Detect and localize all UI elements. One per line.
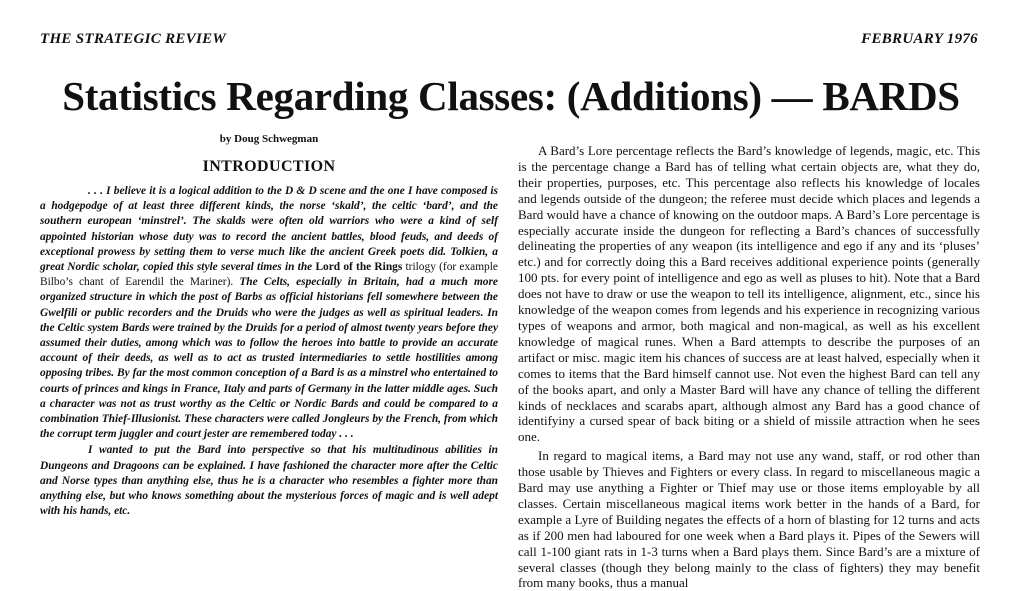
body-paragraph-lore-text: A Bard’s Lore percentage reflects the Bard’s knowledge of legends, magic, etc. This is the percentage change a Bard has of telling what certain objects are, what they do, their properties, purposes, etc. This percentage also reflects his knowledge of locales and legends outside of the dungeon; the referee must decide which places and legends a Bard would have a chance of knowing on the outdoor maps. A Bard’s Lore percentage is especially accurate inside the dungeon for reflecting a Bard’s chances of successfully delineating the properties of any weapon (its intelligence and ego if any and its ‘pluses’ etc.) and for correctly doing this a Bard receives additional experience points (generally 100 pts. for every point of intelligence and ego as well as pluses to hit). Note that a Bard does not have to draw or use the weapon to tell its intelligence, alignment, etc., since his knowledge of the weapon comes from legends and his experience in recognizing various types of weapons and armor, both magical and non-magical, as well as his excellent knowledge of magical runes. When a Bard attempts to describe the purposes of an artifact or misc. magic item his chances of success are at least halved, especially when it comes to items that the Bard himself cannot use. Not even the highest Bard can tell any of the books apart, and only a Master Bard will have any chance of telling the different kinds of necklaces and scarabs apart, although almost any Bard has a good chance of identifyiny a cursed spear of back biting or a shield of missile attraction when he sees one. — [518, 143, 980, 445]
intro-paragraph-2 — [40, 443, 498, 519]
lotr-title: Lord of the Rings — [315, 261, 403, 274]
body-paragraph-lore — [518, 143, 980, 445]
article-title: Statistics Regarding Classes: (Additions) — BARDS — [62, 73, 960, 119]
intro-p1-part-c: The Celts, especially in Britain, had a much more organized structure in which the post of Barbs as official historians fell somewhere between the Gwelfili or public recorders and the Druids who were the judges as well as spiritual leaders. In the Celtic system Bards were trained by the Druids for a period of almost twenty years before they assumed their duties, among which was to follow the heroes into battle to provide an accurate account of their deeds, as well as to act as trusted intermediaries to settle hostilities among opposing tribes. By far the most common conception of a Bard is as a minstrel who entertained to courts of princes and kings in France, Italy and parts of Germany in the latter middle ages. Such a character was not as trust worthy as the Celtic or Nordic Bards and could be compared to a combination Thief-Illusionist. These characters were called Jongleurs by the French, from which the corrupt term juggler and court jester are remembered today . . . — [40, 276, 498, 441]
body-paragraph-magic-items — [518, 448, 980, 591]
body-paragraph-magic-items-text: In regard to magical items, a Bard may not use any wand, staff, or rod other than those usable by Thieves and Fighters or every class. In regard to miscellaneous magic a Bard may use anything a Fighter or Thief may use or those items employable by all classes. Certain miscellaneous magical items work better in the hands of a Bard, for example a Lyre of Building negates the effects of a horn of blasting for 12 turns and acts as if 200 men had laboured for one week when a Bard plays it. Pipes of the Sewers will call 1-100 giant rats in 1-3 turns when a Bard plays them. Since Bard’s are a mixture of several classes (though they belong mainly to the class of fighters) they may benefit from many books, thus a manual — [518, 448, 980, 591]
body-column-right — [518, 143, 980, 591]
intro-p1-part-b: trilogy (for example Bilbo’s chant of Earendil the Mariner). — [40, 261, 498, 289]
intro-paragraph-1 — [40, 184, 498, 442]
introduction-column — [40, 184, 498, 519]
intro-p1-part-a: . . . I believe it is a logical addition to the D & D scene and the one I have composed is a hodgepodge of at least three different kinds, the norse ‘skald’, the celtic ‘bard’, and the southern european ‘minstrel’. The skalds were often old warriors who were a kind of self appointed historian whose duty was to record the ancient battles, blood feuds, and deeds of exceptional prowess by setting them to verse much like the ancient Greek poets did. Tolkien, a great Nordic scholar, copied this style several times in the — [40, 185, 498, 274]
publication-name: THE STRATEGIC REVIEW — [40, 31, 227, 47]
intro-p2-text: I wanted to put the Bard into perspective so that his multitudinous abilities in Dungeons and Dragoons can be explained. I have fashioned the character more after the Celtic and Norse types than anything else, thus he is a character who resembles a fighter more than anything else, but who knows something about the mysterious forces of magic and is well adept with his hands, etc. — [40, 444, 498, 518]
section-heading-introduction: INTRODUCTION — [202, 158, 336, 175]
issue-date: FEBRUARY 1976 — [861, 31, 978, 47]
byline: by Doug Schwegman — [219, 133, 319, 145]
